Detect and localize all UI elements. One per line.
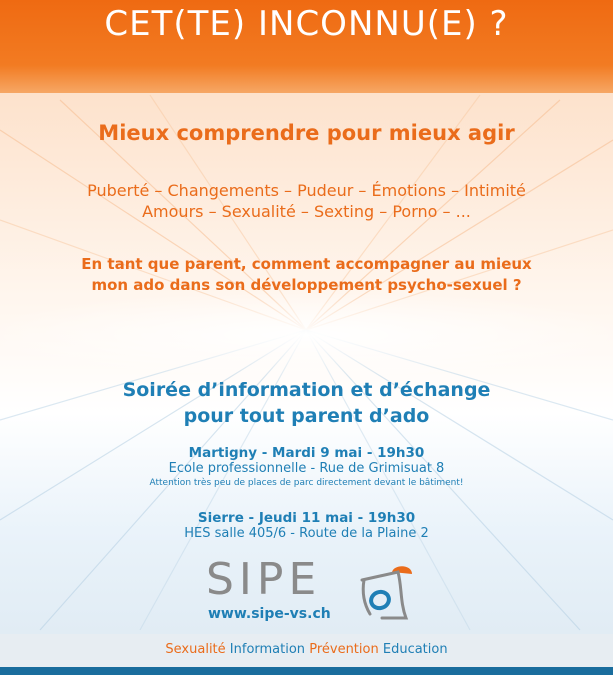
session-when: Sierre - Jeudi 11 mai - 19h30 <box>197 510 416 526</box>
session-note: Attention très peu de places de parc directement devant le bâtiment! <box>149 478 464 488</box>
website-link[interactable]: www.sipe-vs.ch <box>208 606 331 622</box>
question-line-1: En tant que parent, comment accompagner au mieux <box>81 255 532 273</box>
footer-bar <box>0 667 613 675</box>
session-when: Martigny - Mardi 9 mai - 19h30 <box>188 445 425 461</box>
parent-question <box>0 254 613 296</box>
subtitle: Mieux comprendre pour mieux agir <box>98 121 515 145</box>
session-where: Ecole professionnelle - Rue de Grimisuat 8 <box>168 461 445 476</box>
logo-wordmark: SIPE <box>206 554 322 605</box>
tagline-word-3: Prévention <box>309 642 379 657</box>
event-title-line-2: pour tout parent d’ado <box>183 405 430 427</box>
tagline-word-2: Information <box>229 642 306 657</box>
sipe-logo <box>200 554 415 626</box>
event-title-line-1: Soirée d’information et d’échange <box>122 379 491 401</box>
session-sierre <box>0 510 613 542</box>
tagline <box>0 642 613 657</box>
sipe-symbol-icon <box>342 562 414 624</box>
topics-line-2: Amours – Sexualité – Sexting – Porno – ... <box>142 202 471 221</box>
session-where: HES salle 405/6 - Route de la Plaine 2 <box>184 526 429 541</box>
page-title: CET(TE) INCONNU(E) ? <box>104 4 509 44</box>
tagline-word-4: Education <box>382 642 448 657</box>
session-martigny <box>0 445 613 489</box>
tagline-word-1: Sexualité <box>165 642 226 657</box>
topics-list <box>0 180 613 222</box>
topics-line-1: Puberté – Changements – Pudeur – Émotions – Intimité <box>87 181 526 200</box>
tagline-band <box>0 634 613 667</box>
header-banner <box>0 0 613 93</box>
event-heading <box>0 377 613 429</box>
question-line-2: mon ado dans son développement psycho-sexuel ? <box>91 276 522 294</box>
